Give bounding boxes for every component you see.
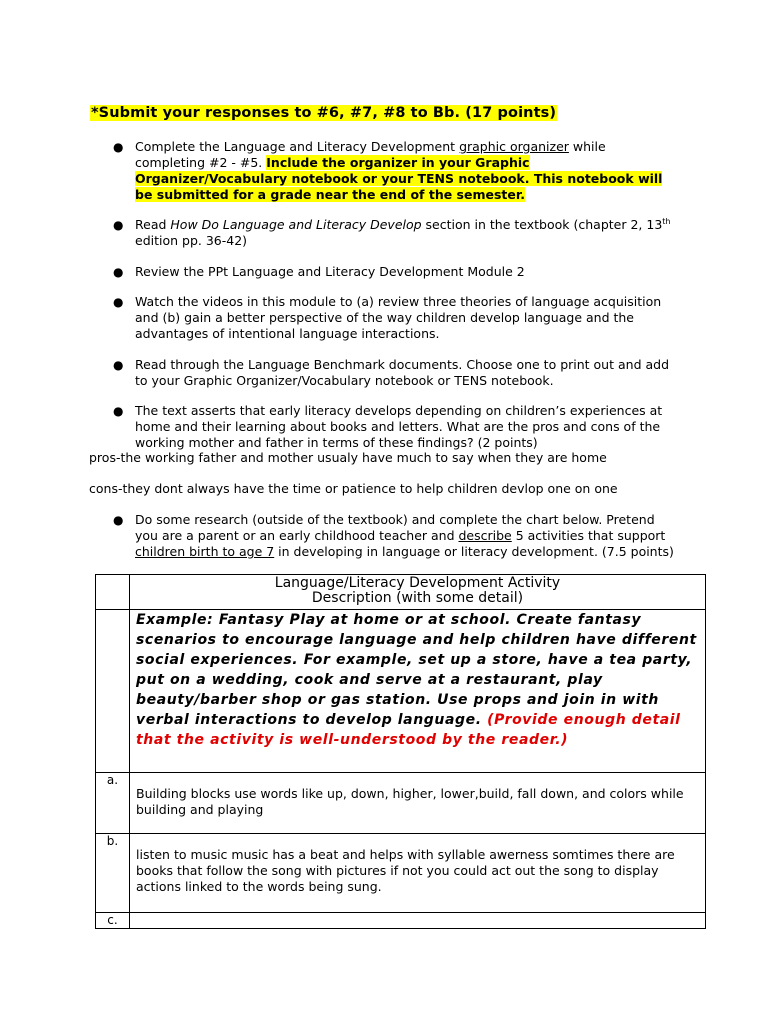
row-label: c. <box>96 913 130 929</box>
example-cell <box>130 610 706 773</box>
row-label: a. <box>96 773 130 834</box>
table-row <box>96 913 706 929</box>
bullet-dot-icon: ● <box>113 513 124 527</box>
bullet-item-4: ● Watch the videos in this module to (a) review three theories of language acquisition and (b) gain a better perspective of the way children develop language and the advantages of intentional language interactions. <box>113 294 662 341</box>
bullet-dot-icon: ● <box>113 358 124 372</box>
activity-table <box>95 574 706 929</box>
answer-pros: pros-the working father and mother usualy have much to say when they are home <box>89 450 607 465</box>
bullet-dot-icon: ● <box>113 295 124 309</box>
answer-cons: cons-they dont always have the time or patience to help children devlop one on one <box>89 481 618 496</box>
bullet-item-7: ● Do some research (outside of the textbook) and complete the chart below. Pretend you are a parent or an early childhood teacher and describe 5 activities that support children birth to age 7 in developing in language or literacy development. (7.5 points) <box>113 512 674 559</box>
bullet-item-3: ● Review the PPt Language and Literacy Development Module 2 <box>113 264 525 279</box>
assignment-heading: *Submit your responses to #6, #7, #8 to Bb. (17 points) <box>91 105 557 121</box>
bullet-item-2: ● Read How Do Language and Literacy Develop section in the textbook (chapter 2, 13th edition pp. 36-42) <box>113 216 671 248</box>
bullet-dot-icon: ● <box>113 218 124 232</box>
bullet-item-6: ● The text asserts that early literacy develops depending on children’s experiences at home and their learning about books and letters. What are the pros and cons of the working mother and father in terms of these findings? (2 points) <box>113 403 663 450</box>
bullet-dot-icon: ● <box>113 404 124 418</box>
example-row <box>96 610 706 773</box>
row-response-c[interactable] <box>130 913 706 929</box>
bullet-dot-icon: ● <box>113 140 124 154</box>
table-row <box>96 773 706 834</box>
table-header-row <box>96 575 706 610</box>
table-header-cell: Language/Literacy Development Activity Description (with some detail) <box>130 575 706 610</box>
bullet-item-5: ● Read through the Language Benchmark documents. Choose one to print out and add to your Graphic Organizer/Vocabulary notebook or TENS notebook. <box>113 357 670 388</box>
row-response-b[interactable]: listen to music music has a beat and helps with syllable awerness somtimes there are books that follow the song with pictures if not you could act out the song to display actions linked to the words being sung. <box>130 834 706 913</box>
row-response-a[interactable]: Building blocks use words like up, down, higher, lower,build, fall down, and colors while building and playing <box>130 773 706 834</box>
bullet-item-1: ● Complete the Language and Literacy Development graphic organizer while completing #2 - #5. Include the organizer in your Graphic Organizer/Vocabulary notebook or your TENS notebook. This notebook will be submitted for a grade near the end of the semester. <box>113 139 663 202</box>
graphic-organizer-link[interactable]: graphic organizer <box>459 139 569 154</box>
bullet-dot-icon: ● <box>113 265 124 279</box>
example-text: Example: Fantasy Play at home or at school. Create fantasy scenarios to encourage language and help children have different social experiences. For example, set up a store, have a tea party, put on a wedding, cook and serve at a restaurant, play beauty/barber shop or gas station. Use props and join in with verbal interactions to develop language. <box>136 612 697 728</box>
table-header-label-cell <box>96 575 130 610</box>
example-note: (Provide enough detail that the activity is well-understood by the reader.) <box>136 712 681 748</box>
table-row <box>96 834 706 913</box>
example-label-cell <box>96 610 130 773</box>
highlighted-instruction: Include the organizer in your Graphic Organizer/Vocabulary notebook or your TENS notebook. This notebook will be submitted for a grade near the end of the semester. <box>135 155 663 202</box>
row-label: b. <box>96 834 130 913</box>
